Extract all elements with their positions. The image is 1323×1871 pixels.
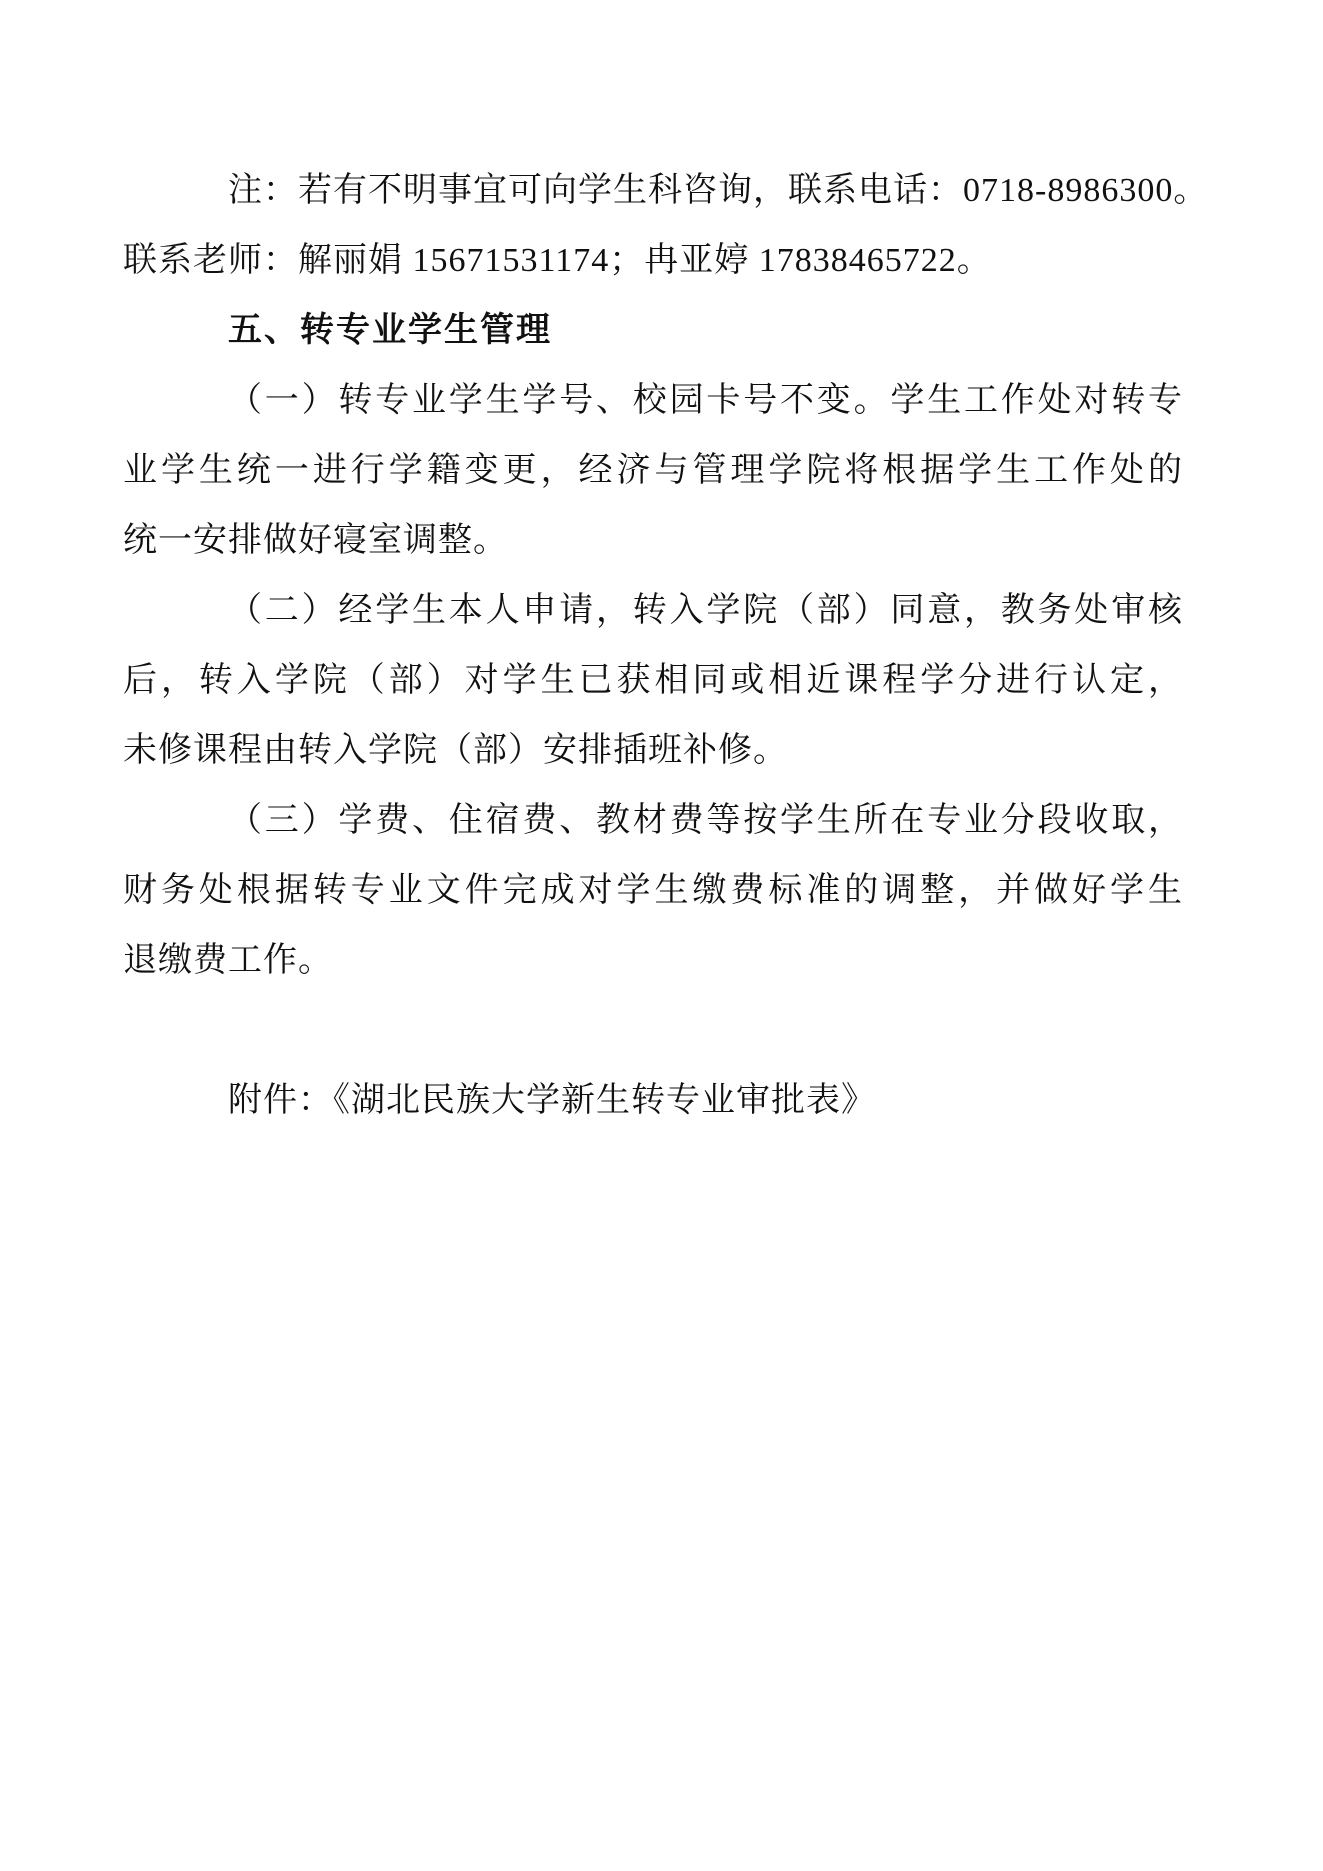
blank-line: [123, 996, 1183, 1066]
document-text-block: [123, 156, 1209, 1136]
item2-line2: 后，转入学院（部）对学生已获相同或相近课程学分进行认定，: [123, 662, 1183, 699]
attachment-line: 附件：《湖北民族大学新生转专业审批表》: [228, 1082, 876, 1119]
item1-line1: （一）转专业学生学号、校园卡号不变。学生工作处对转专: [228, 382, 1183, 419]
item1-line3: 统一安排做好寝室调整。: [123, 522, 508, 559]
item1-line2: 业学生统一进行学籍变更，经济与管理学院将根据学生工作处的: [123, 452, 1183, 489]
item2-line3: 未修课程由转入学院（部）安排插班补修。: [123, 732, 788, 769]
section-5-heading: 五、转专业学生管理: [228, 312, 552, 349]
item3-line1: （三）学费、住宿费、教材费等按学生所在专业分段收取，: [228, 802, 1183, 839]
note-line: 注：若有不明事宜可向学生科咨询，联系电话：0718-8986300。: [228, 172, 1209, 209]
item2-line1: （二）经学生本人申请，转入学院（部）同意，教务处审核: [228, 592, 1183, 629]
contact-teachers-line: 联系老师：解丽娟 15671531174；冉亚婷 17838465722。: [123, 242, 992, 279]
item3-line3: 退缴费工作。: [123, 942, 333, 979]
item3-line2: 财务处根据转专业文件完成对学生缴费标准的调整，并做好学生: [123, 872, 1183, 909]
